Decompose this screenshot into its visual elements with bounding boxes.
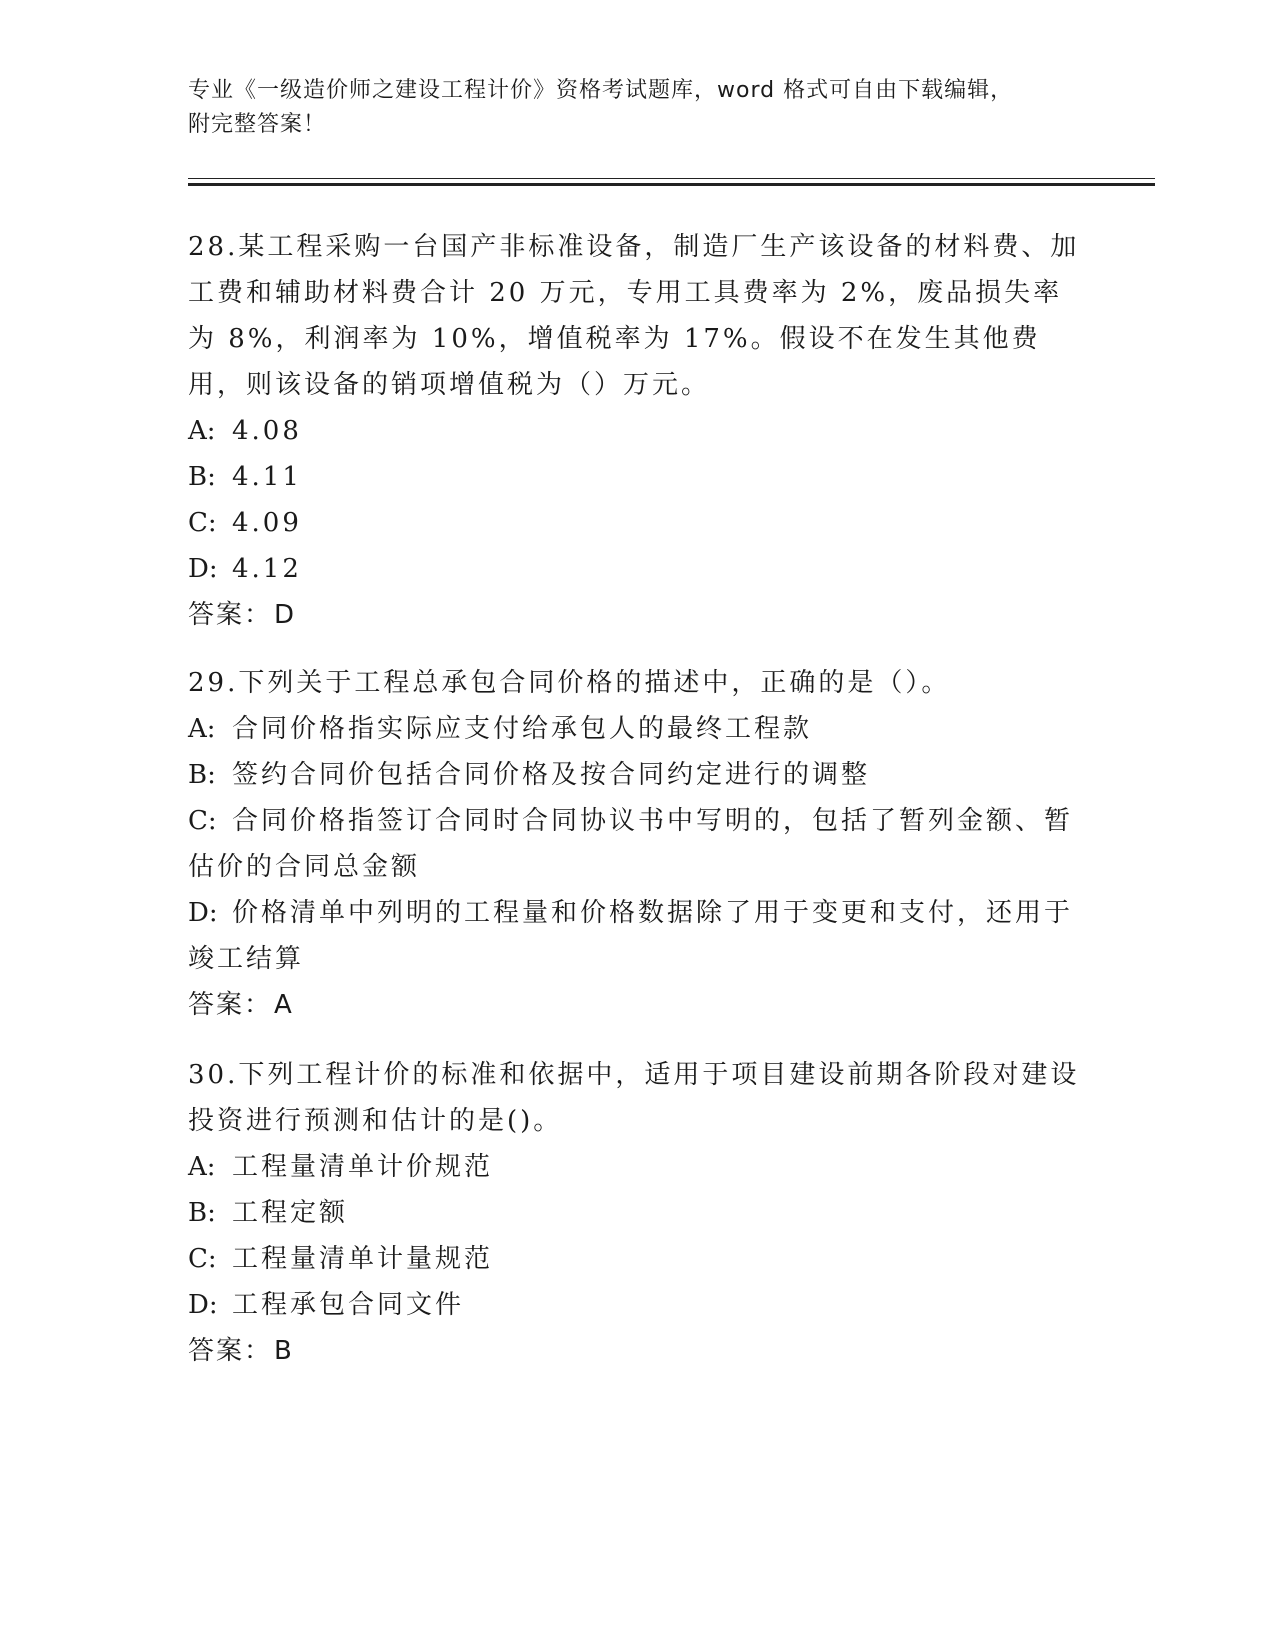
option-label: A: (188, 714, 216, 744)
question-stem: 29.下列关于工程总承包合同价格的描述中，正确的是（）。 (188, 668, 951, 698)
option-text: 4.08 (232, 416, 302, 446)
option-text: 工程承包合同文件 (232, 1290, 465, 1320)
option-b (188, 1190, 1088, 1236)
question-29 (188, 660, 1088, 1028)
option-b (188, 752, 1088, 798)
question-stem: 30.下列工程计价的标准和依据中，适用于项目建设前期各阶段对建设投资进行预测和估计的是()。 (188, 1060, 1080, 1136)
option-label: D: (188, 554, 218, 584)
option-label: B: (188, 1198, 216, 1228)
option-b (188, 454, 1088, 500)
option-text: 工程定额 (232, 1198, 349, 1228)
option-c (188, 798, 1088, 890)
question-28 (188, 224, 1088, 638)
option-label: B: (188, 760, 216, 790)
option-label: D: (188, 1290, 218, 1320)
header-divider-thick (188, 183, 1155, 186)
option-text: 4.12 (232, 554, 302, 584)
answer-line (188, 592, 1088, 638)
option-label: B: (188, 462, 216, 492)
option-text: 4.09 (232, 508, 302, 538)
answer-value: A (274, 990, 294, 1020)
option-d (188, 546, 1088, 592)
option-text: 合同价格指签订合同时合同协议书中写明的，包括了暂列金额、暂估价的合同总金额 (188, 806, 1074, 882)
option-label: C: (188, 1244, 217, 1274)
option-text: 合同价格指实际应支付给承包人的最终工程款 (232, 714, 813, 744)
option-c (188, 500, 1088, 546)
option-a (188, 1144, 1088, 1190)
option-label: C: (188, 806, 217, 836)
option-text: 价格清单中列明的工程量和价格数据除了用于变更和支付，还用于竣工结算 (188, 898, 1074, 974)
header-line-1: 专业《一级造价师之建设工程计价》资格考试题库，word 格式可自由下载编辑， (188, 78, 1014, 103)
answer-label: 答案： (188, 600, 273, 630)
answer-value: B (274, 1336, 294, 1366)
option-c (188, 1236, 1088, 1282)
option-label: A: (188, 416, 216, 446)
option-a (188, 706, 1088, 752)
option-label: A: (188, 1152, 216, 1182)
option-label: C: (188, 508, 217, 538)
option-text: 工程量清单计量规范 (232, 1244, 494, 1274)
header-divider-thin (188, 178, 1155, 179)
header-line-2: 附完整答案！ (188, 112, 327, 137)
option-d (188, 890, 1088, 982)
answer-line (188, 1328, 1088, 1374)
option-text: 4.11 (232, 462, 302, 492)
answer-value: D (274, 600, 297, 630)
answer-label: 答案： (188, 1336, 273, 1366)
question-30 (188, 1052, 1088, 1374)
option-d (188, 1282, 1088, 1328)
answer-line (188, 982, 1088, 1028)
document-header (188, 74, 1088, 142)
question-stem: 28.某工程采购一台国产非标准设备，制造厂生产该设备的材料费、加工费和辅助材料费合计 20 万元，专用工具费率为 2%，废品损失率为 8%，利润率为 10%，增值税率为 17%。假设不在发生其他费用，则该设备的销项增值税为（）万元。 (188, 232, 1080, 400)
option-text: 签约合同价包括合同价格及按合同约定进行的调整 (232, 760, 871, 790)
option-label: D: (188, 898, 218, 928)
option-a (188, 408, 1088, 454)
answer-label: 答案： (188, 990, 273, 1020)
option-text: 工程量清单计价规范 (232, 1152, 494, 1182)
